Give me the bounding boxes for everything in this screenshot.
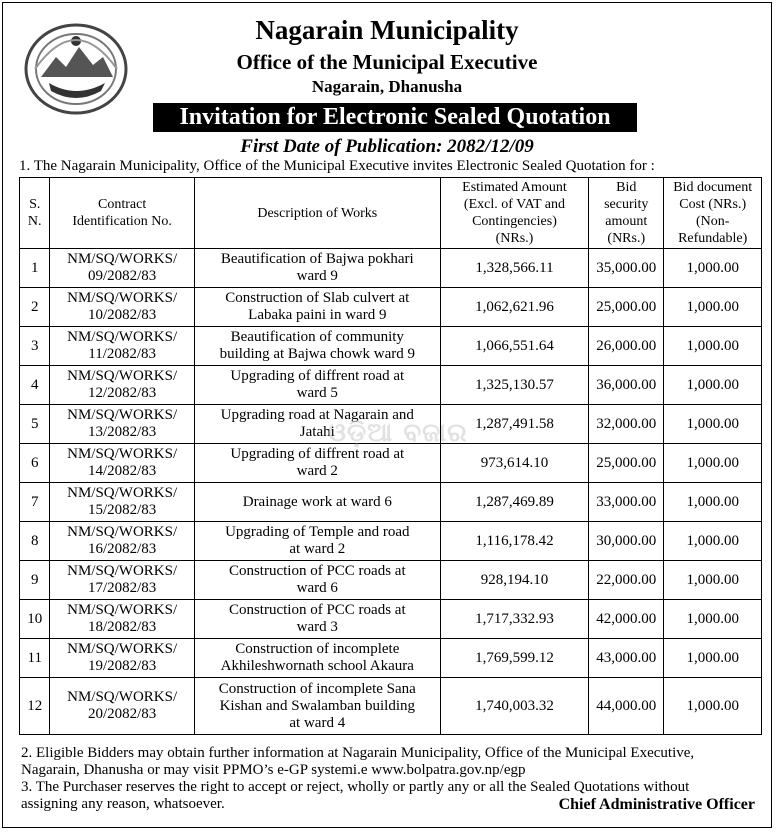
cell-sn: 7 [20, 483, 50, 522]
cell-contract: NM/SQ/WORKS/ 17/2082/83 [50, 561, 194, 600]
cell-sn: 12 [20, 678, 50, 735]
cell-contract: NM/SQ/WORKS/ 12/2082/83 [50, 366, 194, 405]
cell-contract: NM/SQ/WORKS/ 15/2082/83 [50, 483, 194, 522]
cell-security: 25,000.00 [589, 288, 664, 327]
cell-estimate: 1,325,130.57 [440, 366, 588, 405]
cell-security: 32,000.00 [589, 405, 664, 444]
cell-estimate: 1,287,491.58 [440, 405, 588, 444]
cell-contract: NM/SQ/WORKS/ 11/2082/83 [50, 327, 194, 366]
cell-sn: 1 [20, 249, 50, 288]
cell-description: Upgrading road at Nagarain and Jatahi [194, 405, 440, 444]
cell-security: 35,000.00 [589, 249, 664, 288]
cell-sn: 10 [20, 600, 50, 639]
cell-sn: 2 [20, 288, 50, 327]
office-name: Office of the Municipal Executive [236, 50, 538, 74]
cell-doc-cost: 1,000.00 [664, 405, 762, 444]
cell-description: Construction of PCC roads at ward 3 [194, 600, 440, 639]
cell-description: Construction of incomplete Sana Kishan and Swalamban building at ward 4 [194, 678, 440, 735]
table-row [20, 249, 762, 288]
cell-description: Construction of incomplete Akhileshwornath school Akaura [194, 639, 440, 678]
note-rights-text: 3. The Purchaser reserves the right to accept or reject, wholly or partly any or all the Sealed Quotations without assigning any reason, whatsoever. [21, 779, 690, 812]
cell-contract: NM/SQ/WORKS/ 20/2082/83 [50, 678, 194, 735]
cell-estimate: 973,614.10 [440, 444, 588, 483]
notes-section [21, 745, 763, 813]
cell-description: Drainage work at ward 6 [194, 483, 440, 522]
cell-sn: 9 [20, 561, 50, 600]
cell-sn: 3 [20, 327, 50, 366]
cell-doc-cost: 1,000.00 [664, 249, 762, 288]
cell-estimate: 1,287,469.89 [440, 483, 588, 522]
col-header-contract: Contract Identification No. [50, 178, 194, 249]
cell-estimate: 1,740,003.32 [440, 678, 588, 735]
cell-sn: 8 [20, 522, 50, 561]
cell-description: Beautification of Bajwa pokhari ward 9 [194, 249, 440, 288]
table-header-row [20, 178, 762, 249]
cell-security: 33,000.00 [589, 483, 664, 522]
intro-text: 1. The Nagarain Municipality, Office of the Municipal Executive invites Electronic Sealed Quotation for : [19, 158, 655, 174]
cell-security: 44,000.00 [589, 678, 664, 735]
cell-description: Upgrading of diffrent road at ward 5 [194, 366, 440, 405]
watermark-logo: ଓଡ଼ିଆ ବଜାର [328, 418, 468, 448]
table-row [20, 327, 762, 366]
cell-doc-cost: 1,000.00 [664, 327, 762, 366]
cell-doc-cost: 1,000.00 [664, 600, 762, 639]
quotation-table [19, 177, 762, 735]
table-row [20, 522, 762, 561]
cell-security: 22,000.00 [589, 561, 664, 600]
office-location: Nagarain, Dhanusha [311, 77, 463, 96]
cell-sn: 6 [20, 444, 50, 483]
cell-security: 25,000.00 [589, 444, 664, 483]
cell-contract: NM/SQ/WORKS/ 19/2082/83 [50, 639, 194, 678]
cell-security: 36,000.00 [589, 366, 664, 405]
publication-date: First Date of Publication: 2082/12/09 [240, 136, 534, 157]
table-row [20, 444, 762, 483]
table-row [20, 288, 762, 327]
cell-doc-cost: 1,000.00 [664, 366, 762, 405]
cell-security: 42,000.00 [589, 600, 664, 639]
notice-header [3, 3, 771, 155]
cell-security: 43,000.00 [589, 639, 664, 678]
cell-description: Construction of Slab culvert at Labaka paini in ward 9 [194, 288, 440, 327]
cell-description: Upgrading of Temple and road at ward 2 [194, 522, 440, 561]
col-header-security: Bid security amount (NRs.) [589, 178, 664, 249]
cell-contract: NM/SQ/WORKS/ 09/2082/83 [50, 249, 194, 288]
cell-contract: NM/SQ/WORKS/ 16/2082/83 [50, 522, 194, 561]
cell-estimate: 1,066,551.64 [440, 327, 588, 366]
cell-contract: NM/SQ/WORKS/ 14/2082/83 [50, 444, 194, 483]
cell-estimate: 1,116,178.42 [440, 522, 588, 561]
table-row [20, 678, 762, 735]
cell-description: Upgrading of diffrent road at ward 2 [194, 444, 440, 483]
cell-security: 30,000.00 [589, 522, 664, 561]
cell-estimate: 1,769,599.12 [440, 639, 588, 678]
cell-estimate: 1,328,566.11 [440, 249, 588, 288]
cell-sn: 11 [20, 639, 50, 678]
municipality-name: Nagarain Municipality [255, 15, 519, 45]
cell-doc-cost: 1,000.00 [664, 483, 762, 522]
cell-doc-cost: 1,000.00 [664, 678, 762, 735]
table-row [20, 561, 762, 600]
note-rights [21, 779, 763, 813]
note-further-info: 2. Eligible Bidders may obtain further information at Nagarain Municipality, Office of the Municipal Executive, Nagarain, Dhanusha or may visit PPMO’s e-GP systemi.e www.bolpatra.gov.np/egp [21, 745, 695, 778]
cell-contract: NM/SQ/WORKS/ 10/2082/83 [50, 288, 194, 327]
cell-sn: 5 [20, 405, 50, 444]
cell-doc-cost: 1,000.00 [664, 522, 762, 561]
cell-estimate: 1,717,332.93 [440, 600, 588, 639]
cell-contract: NM/SQ/WORKS/ 13/2082/83 [50, 405, 194, 444]
table-row [20, 600, 762, 639]
cell-doc-cost: 1,000.00 [664, 639, 762, 678]
col-header-estimate: Estimated Amount (Excl. of VAT and Contingencies) (NRs.) [440, 178, 588, 249]
notice-title: Invitation for Electronic Sealed Quotation [153, 103, 637, 132]
cell-doc-cost: 1,000.00 [664, 561, 762, 600]
cell-doc-cost: 1,000.00 [664, 288, 762, 327]
cell-description: Beautification of community building at Bajwa chowk ward 9 [194, 327, 440, 366]
cell-estimate: 928,194.10 [440, 561, 588, 600]
table-row [20, 366, 762, 405]
cell-doc-cost: 1,000.00 [664, 444, 762, 483]
table-row [20, 483, 762, 522]
cell-description: Construction of PCC roads at ward 6 [194, 561, 440, 600]
col-header-description: Description of Works [194, 178, 440, 249]
cell-sn: 4 [20, 366, 50, 405]
cell-estimate: 1,062,621.96 [440, 288, 588, 327]
col-header-sn: S. N. [20, 178, 50, 249]
col-header-doc-cost: Bid document Cost (NRs.) (Non- Refundable) [664, 178, 762, 249]
signer-title: Chief Administrative Officer [558, 796, 755, 813]
cell-contract: NM/SQ/WORKS/ 18/2082/83 [50, 600, 194, 639]
notice-page [2, 2, 772, 828]
table-row [20, 639, 762, 678]
cell-security: 26,000.00 [589, 327, 664, 366]
